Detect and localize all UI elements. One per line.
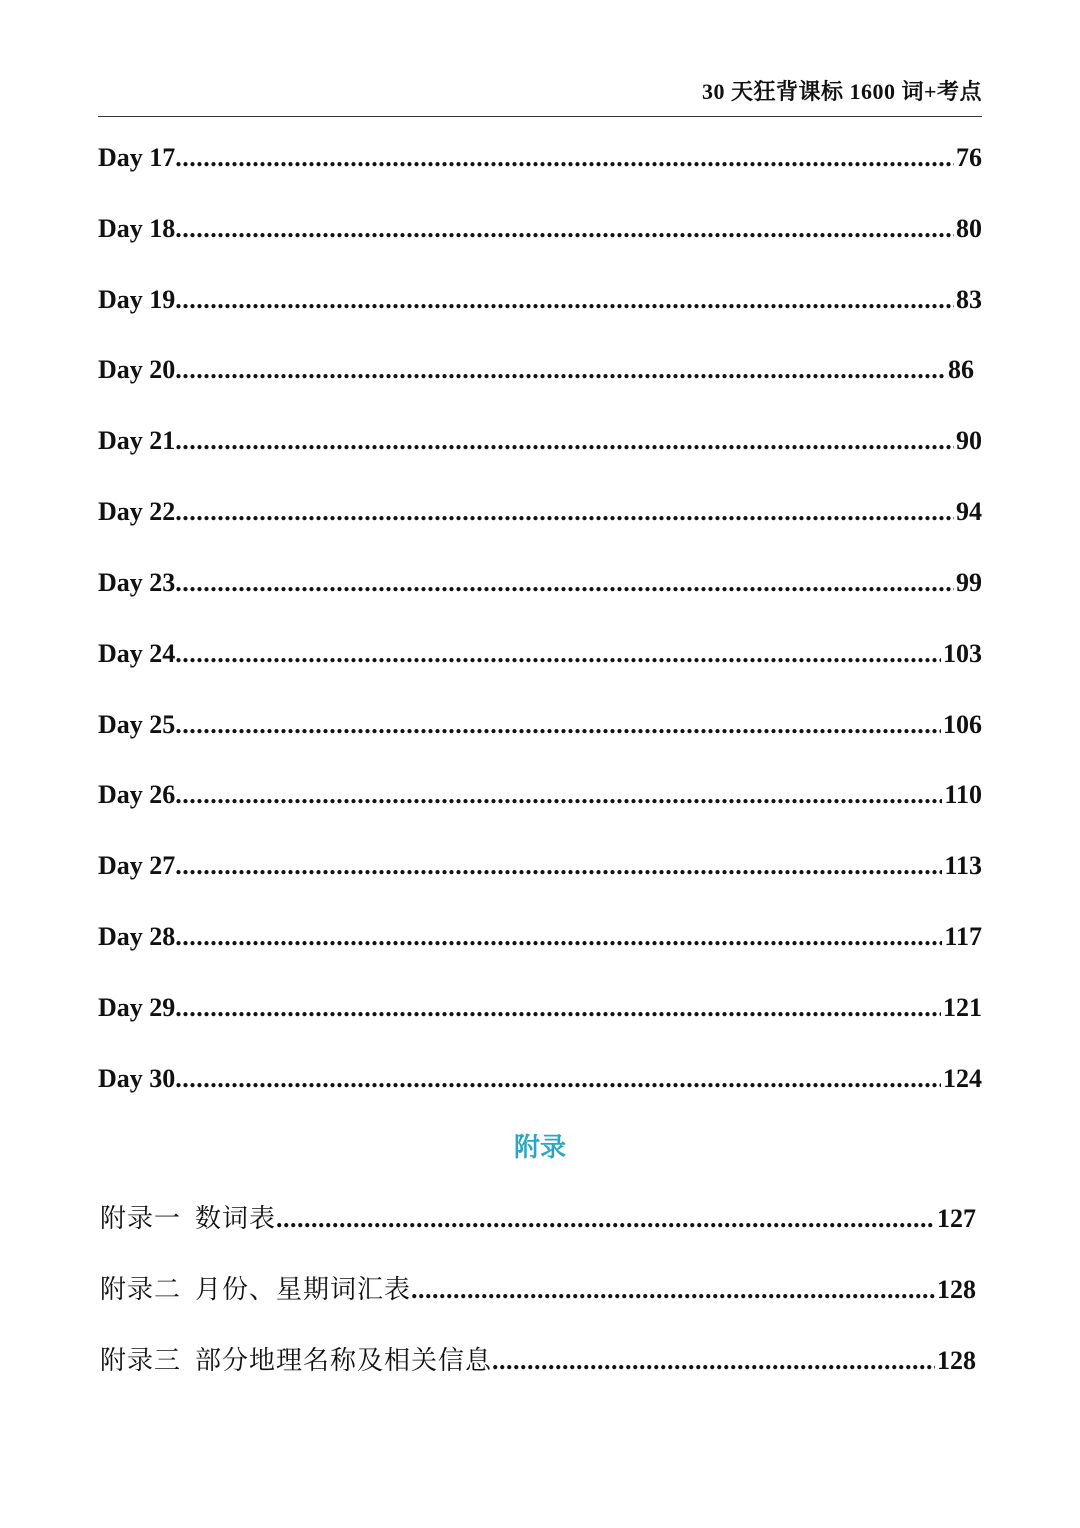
toc-entry-appendix-1[interactable] <box>100 1199 976 1239</box>
toc-entry-day-26[interactable] <box>98 777 982 813</box>
toc-entry-label: Day 18 <box>98 214 176 243</box>
toc-entry-label: Day 28 <box>98 922 176 951</box>
toc-entry-page: 110 <box>944 780 982 809</box>
toc-entry-label: Day 23 <box>98 568 176 597</box>
toc-entry-label: Day 17 <box>98 143 176 172</box>
dot-leader <box>175 636 941 672</box>
dot-leader <box>175 140 954 176</box>
header-title: 30 天狂背课标 1600 词+考点 <box>701 79 982 104</box>
toc-entry-page: 127 <box>937 1204 976 1233</box>
toc-entry-label: Day 24 <box>98 639 176 668</box>
dot-leader <box>175 565 954 601</box>
dot-leader <box>175 919 942 955</box>
appendix-heading: 附录 <box>513 1133 566 1163</box>
dot-leader <box>411 1270 935 1310</box>
toc-entry-label: Day 25 <box>98 710 176 739</box>
toc-entry-page: 106 <box>943 710 982 739</box>
dot-leader <box>276 1199 935 1239</box>
dot-leader <box>492 1341 935 1381</box>
dot-leader <box>175 282 954 318</box>
appendix-prefix: 附录一 <box>100 1204 182 1234</box>
toc-entry-day-27[interactable] <box>98 848 982 884</box>
toc-entry-page: 121 <box>943 993 982 1022</box>
toc-entry-label: Day 22 <box>98 497 176 526</box>
toc-entry-page: 99 <box>956 568 982 597</box>
toc-entry-day-23[interactable] <box>98 565 982 601</box>
toc-entry-label <box>100 1341 492 1381</box>
appendix-title: 部分地理名称及相关信息 <box>195 1346 493 1376</box>
toc-entry-appendix-3[interactable] <box>100 1341 976 1381</box>
toc-entry-label: Day 20 <box>98 355 176 384</box>
toc-entry-page: 90 <box>956 426 982 455</box>
toc-entry-day-18[interactable] <box>98 211 982 247</box>
toc-entry-day-25[interactable] <box>98 707 982 743</box>
toc-entry-label <box>100 1270 411 1310</box>
toc-entry-appendix-2[interactable] <box>100 1270 976 1310</box>
toc-entry-day-28[interactable] <box>98 919 982 955</box>
toc-entry-label: Day 30 <box>98 1064 176 1093</box>
page-header <box>98 78 982 117</box>
toc-entry-day-20[interactable] <box>98 352 974 388</box>
dot-leader <box>175 777 942 813</box>
dot-leader <box>175 423 954 459</box>
appendix-prefix: 附录二 <box>100 1275 182 1305</box>
toc-entry-page: 124 <box>943 1064 982 1093</box>
toc-entry-label <box>100 1199 276 1239</box>
toc-entry-day-19[interactable] <box>98 282 982 318</box>
dot-leader <box>175 494 954 530</box>
toc-entry-page: 117 <box>944 922 982 951</box>
dot-leader <box>175 211 954 247</box>
toc-entry-label: Day 29 <box>98 993 176 1022</box>
toc-entry-label: Day 19 <box>98 285 176 314</box>
dot-leader <box>175 352 946 388</box>
toc-entry-label: Day 26 <box>98 780 176 809</box>
toc-entry-page: 83 <box>956 285 982 314</box>
toc-entry-label: Day 27 <box>98 851 176 880</box>
toc-entry-page: 80 <box>956 214 982 243</box>
toc-entry-day-22[interactable] <box>98 494 982 530</box>
toc-entry-page: 128 <box>937 1275 976 1304</box>
toc-entry-page: 76 <box>956 143 982 172</box>
toc-entry-label: Day 21 <box>98 426 176 455</box>
appendix-title: 月份、星期词汇表 <box>195 1275 412 1305</box>
toc-entry-page: 86 <box>948 355 974 384</box>
toc-entry-page: 103 <box>943 639 982 668</box>
toc-entry-day-21[interactable] <box>98 423 982 459</box>
dot-leader <box>175 1061 941 1097</box>
appendix-prefix: 附录三 <box>100 1346 182 1376</box>
toc-entry-page: 128 <box>937 1346 976 1375</box>
dot-leader <box>175 707 941 743</box>
toc-entry-page: 113 <box>944 851 982 880</box>
dot-leader <box>175 990 941 1026</box>
toc-entry-page: 94 <box>956 497 982 526</box>
dot-leader <box>175 848 942 884</box>
toc-entry-day-17[interactable] <box>98 140 982 176</box>
appendix-title: 数词表 <box>195 1204 277 1234</box>
toc-entry-day-30[interactable] <box>98 1061 982 1097</box>
toc-entry-day-24[interactable] <box>98 636 982 672</box>
toc-entry-day-29[interactable] <box>98 990 982 1026</box>
